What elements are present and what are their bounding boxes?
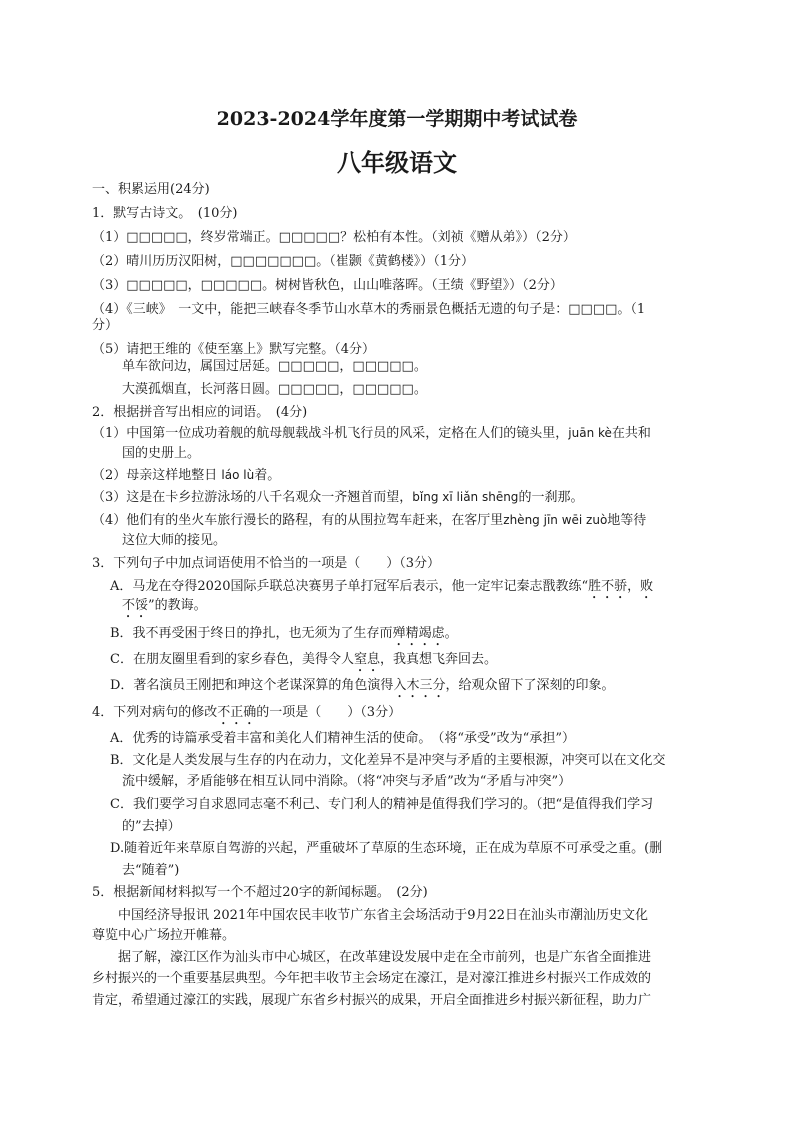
dotted-phrase: 不馁 [122, 598, 149, 613]
pinyin-1: juān kè [568, 426, 612, 440]
news-paragraph-2-cont: 乡村振兴的一个重要基层典型。今年把丰收节主会场定在濠江，是对濠江推进乡村振兴工作成效的 [92, 971, 652, 986]
dotted-phrase: 殚精竭虑 [392, 626, 445, 641]
question-2-title: 2．根据拼音写出相应的词语。 (4分) [92, 405, 308, 420]
q2-item-2 [92, 467, 280, 484]
q4-option-a: A．优秀的诗篇承受着丰富和美化人们精神生活的使命。 （将“承受”改为“承担”） [110, 731, 575, 746]
dotted-phrase: 窒息 [353, 652, 380, 667]
q3-option-b [110, 625, 458, 649]
news-paragraph-1: 中国经济导报讯 2021年中国农民丰收节广东省主会场活动于9月22日在汕头市潮汕历史文化 [118, 908, 649, 923]
q1-item-4-cont: 分） [92, 318, 119, 333]
q3-option-a-cont [122, 597, 207, 621]
dotted-phrase: 不正确 [217, 705, 257, 720]
q3-option-d [110, 677, 614, 701]
q2-item-1-cont: 国的史册上。 [122, 446, 201, 461]
q1-poem-line-2: 大漠孤烟直，长河落日圆。□□□□□，□□□□□。 [122, 382, 427, 397]
pinyin-2: láo lù [221, 468, 255, 482]
q1-item-4: （4）《三峡》 一文中，能把三峡春冬季节山水草木的秀丽景色概括无遗的句子是：□□□□。（1 [92, 302, 646, 317]
news-paragraph-1-cont: 尊览中心广场拉开帷幕。 [92, 928, 236, 943]
question-4-title [92, 704, 401, 728]
q3-option-c [110, 651, 497, 675]
pinyin-4: zhèng jīn wēi zuò [503, 513, 608, 527]
q2-item-3-text: （3）这是在卡乡拉游泳场的八千名观众一齐翘首而望， [92, 490, 413, 505]
q1-item-5: （5）请把王维的《使至塞上》默写完整。（4分） [92, 342, 376, 357]
q1-item-1: （1）□□□□□，终岁常端正。□□□□□？松柏有本性。（刘祯《赠从弟》）（2分） [92, 230, 576, 245]
q4-title-tail: 的一项是（ ）（3分） [256, 705, 402, 720]
q2-item-3-tail: 的一刹那。 [518, 490, 584, 505]
q3-option-c-tail: ，我真想飞奔回去。 [379, 652, 497, 667]
exam-title: 2023-2024学年度第一学期期中考试试卷 [216, 108, 578, 130]
pinyin-3: bǐng xī liǎn shēng [412, 490, 519, 504]
q3-option-b-text: B．我不再受困于终日的挣扎，也无须为了生存而 [110, 626, 393, 641]
news-paragraph-2: 据了解，濠江区作为汕头市中心城区，在改革建设发展中走在全市前列，也是广东省全面推进 [118, 950, 652, 965]
q3-option-a-text: A．马龙在夺得2020国际乒联总决赛男子单打冠军后表示，他一定牢记秦志戬教练“ [110, 579, 589, 594]
q4-option-d: D.随着近年来草原自驾游的兴起，严重破坏了草原的生态环境，正在成为草原不可承受之重。(删 [110, 841, 663, 856]
q4-option-d-cont: 去“随着”) [122, 863, 180, 878]
q2-item-4 [92, 512, 646, 529]
q2-item-4-text: （4）他们有的坐火车旅行漫长的路程，有的从围拉驾车赶来，在客厅里 [92, 513, 504, 528]
q1-poem-line-1: 单车欲问边，属国过居延。□□□□□，□□□□□。 [122, 359, 427, 374]
q2-item-4-tail: 地等待 [607, 513, 647, 528]
exam-subtitle: 八年级语文 [337, 148, 457, 177]
q2-item-3 [92, 489, 583, 506]
q1-item-2: （2）晴川历历汉阳树，□□□□□□□。（崔颢《黄鹤楼》）（1分） [92, 254, 475, 269]
q3-option-d-tail: ，给观众留下了深刻的印象。 [445, 678, 615, 693]
q2-item-2-tail: 着。 [254, 468, 281, 483]
q3-option-b-tail: 。 [444, 626, 458, 641]
section-heading: 一、积累运用(24分) [92, 182, 210, 197]
q3-option-d-text: D．著名演员王刚把和珅这个老谋深算的角色演得 [110, 678, 394, 693]
q4-option-b-cont: 流中缓解，矛盾能够在相互认同中消除。（将“冲突与矛盾”改为“矛盾与冲突”） [122, 774, 572, 789]
dotted-phrase: 胜不骄，败 [588, 579, 654, 594]
news-paragraph-2-cont: 肯定，希望通过濠江的实践，展现广东省乡村振兴的成果，开启全面推进乡村振兴新征程，助力广 [92, 993, 652, 1008]
q3-option-c-text: C．在朋友圈里看到的家乡春色，美得令人 [110, 652, 354, 667]
q4-option-c-cont: 的”去掉） [122, 819, 181, 834]
q2-item-2-text: （2）母亲这样地整日 [92, 468, 218, 483]
q4-title-text: 4．下列对病句的修改 [92, 705, 218, 720]
question-1-title: 1．默写古诗文。 (10分) [92, 206, 238, 221]
q3-option-a-tail: ”的教诲。 [148, 598, 207, 613]
q1-item-3: （3）□□□□□，□□□□□。树树皆秋色，山山唯落晖。（王绩《野望》）（2分） [92, 278, 563, 293]
question-5-title: 5．根据新闻材料拟写一个不超过20字的新闻标题。 (2分) [92, 885, 428, 900]
q2-item-4-cont: 这位大师的接见。 [122, 533, 227, 548]
q2-item-1 [92, 425, 651, 442]
q2-item-1-tail: 在共和 [611, 426, 651, 441]
dotted-phrase: 入木三分 [393, 678, 446, 693]
q4-option-c: C．我们要学习自求恩同志毫不利己、专门利人的精神是值得我们学习的。（把“是值得我们学习 [110, 797, 654, 812]
q2-item-1-text: （1）中国第一位成功着舰的航母舰载战斗机飞行员的风采，定格在人们的镜头里， [92, 426, 569, 441]
q4-option-b: B．文化是人类发展与生存的内在动力，文化差异不是冲突与矛盾的主要根源，冲突可以在文化交 [110, 753, 666, 768]
question-3-title: 3．下列句子中加点词语使用不恰当的一项是（ ）（3分） [92, 556, 441, 571]
